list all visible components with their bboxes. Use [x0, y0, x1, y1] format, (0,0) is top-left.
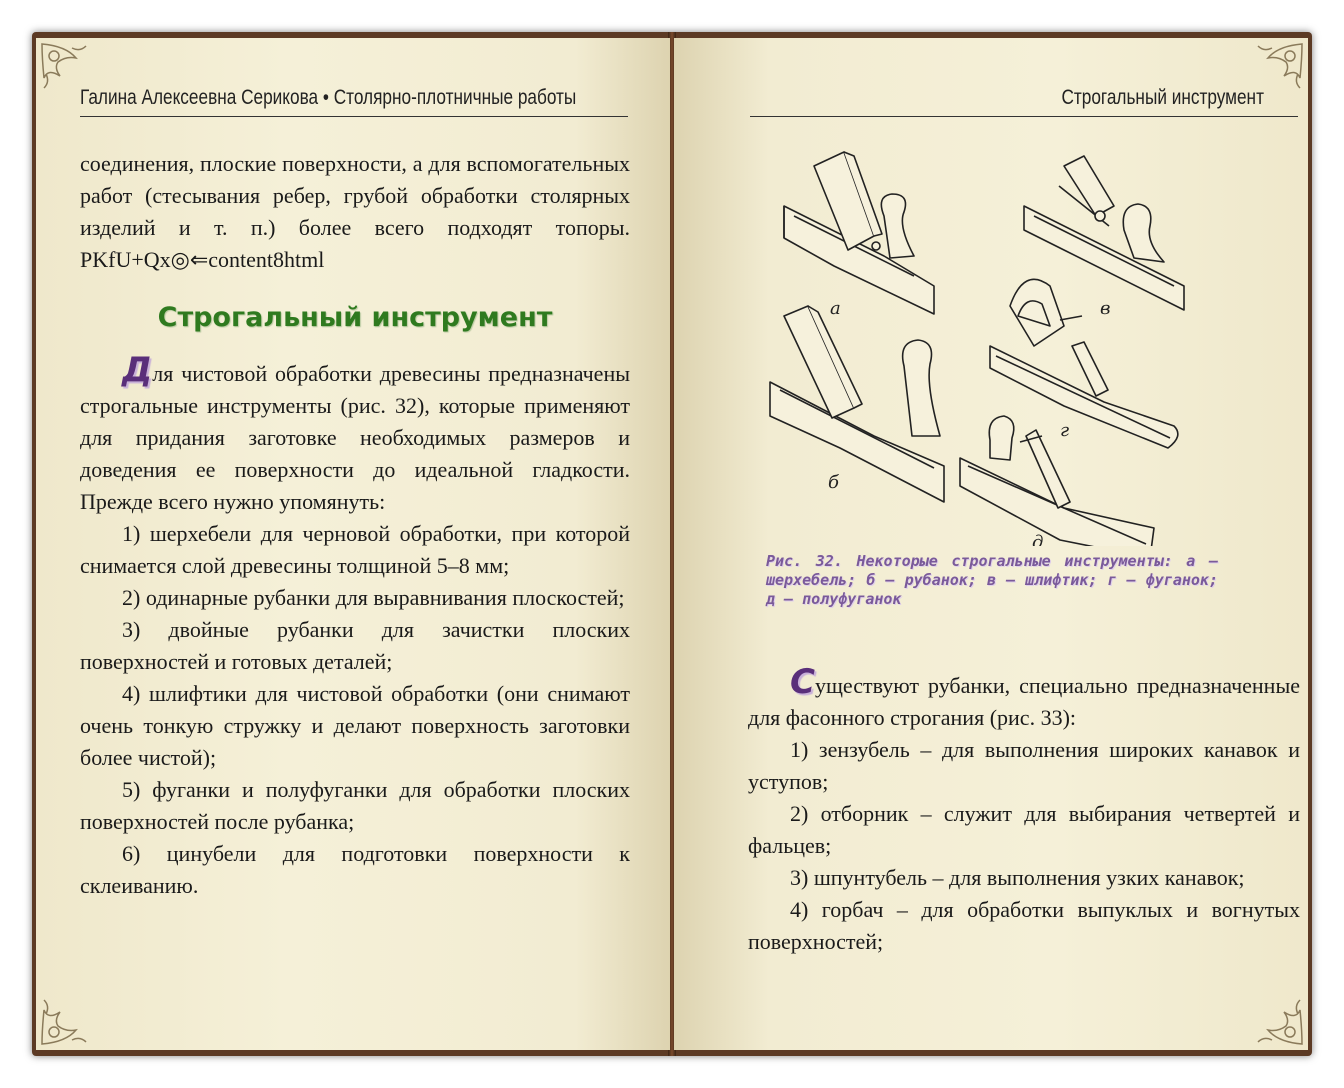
list-item: 3) двойные рубанки для зачистки плоских поверхностей и готовых деталей;: [80, 617, 630, 674]
list-item: 6) цинубели для подготовки поверхности к склеиванию.: [80, 841, 630, 898]
figure-label-a: а: [830, 298, 841, 319]
section-title: Строгальный инструмент: [157, 302, 553, 333]
drop-cap: С: [790, 662, 815, 702]
list-item: 5) фуганки и полуфуганки для обработки плоских поверхностей после рубанка;: [80, 777, 630, 834]
intro-text: уществуют рубанки, специально предназначенные для фасонного строгания (рис. 33):: [748, 673, 1300, 730]
figure-caption: Рис. 32. Некоторые строгальные инструменты: а – шерхебель; б – рубанок; в – шлифтик; г – фуганок; д – полуфуганок: [766, 552, 1218, 608]
figure-label-g: г: [1060, 420, 1070, 441]
list-item: 2) отборник – служит для выбирания четвертей и фальцев;: [748, 801, 1300, 858]
figure-label-v: в: [1100, 298, 1111, 319]
running-head-author-title: Галина Алексеевна Серикова • Столярно-плотничные работы: [80, 86, 577, 109]
right-body: [748, 662, 1300, 958]
list-item: 4) горбач – для обработки выпуклых и вогнутых поверхностей;: [748, 897, 1300, 954]
list-item: 2) одинарные рубанки для выравнивания плоскостей;: [122, 585, 625, 610]
intro-text: ля чистовой обработки древесины предназначены строгальные инструменты (рис. 32), которые применяют для придания заготовке необходимых размеров и доведения ее поверхности до идеальной гладкости. Прежде всего нужно упомянуть:: [80, 361, 630, 514]
plane-g-icon: [990, 279, 1178, 448]
running-head-chapter: Строгальный инструмент: [1061, 86, 1264, 109]
intro-paragraph: [748, 662, 1300, 734]
intro-paragraph: [80, 350, 630, 518]
figure-label-d: д: [1032, 532, 1044, 546]
right-page[interactable]: [674, 38, 1308, 1050]
list-item: 1) шерхебели для черновой обработки, при которой снимается слой древесины толщиной 5–8 мм;: [80, 521, 630, 578]
list-item: 3) шпунтубель – для выполнения узких канавок;: [790, 865, 1245, 890]
header-rule: [80, 116, 628, 117]
planes-figure: [764, 146, 1204, 546]
figure-label-b: б: [828, 472, 839, 493]
continued-paragraph: соединения, плоские поверхности, а для вспомогательных работ (стесывания ребер, грубой обработки столярных изделий и т. п.) более всего подходят топоры. PKfU+Qx◎⇐content8html: [80, 151, 630, 272]
header-rule: [750, 116, 1298, 117]
planes-illustration: [764, 146, 1204, 546]
plane-d-icon: [960, 416, 1154, 546]
left-page[interactable]: [36, 38, 670, 1050]
corner-ornament-icon: [1238, 980, 1308, 1050]
left-body: [80, 148, 630, 902]
drop-cap: Д: [122, 350, 153, 390]
list-item: 1) зензубель – для выполнения широких канавок и уступов;: [748, 737, 1300, 794]
corner-ornament-icon: [36, 980, 106, 1050]
plane-a-icon: [784, 152, 934, 314]
book-spread: [32, 32, 1312, 1056]
list-item: 4) шлифтики для чистовой обработки (они снимают очень тонкую стружку и делают поверхность заготовки более чистой);: [80, 681, 630, 770]
plane-b-icon: [770, 306, 944, 502]
